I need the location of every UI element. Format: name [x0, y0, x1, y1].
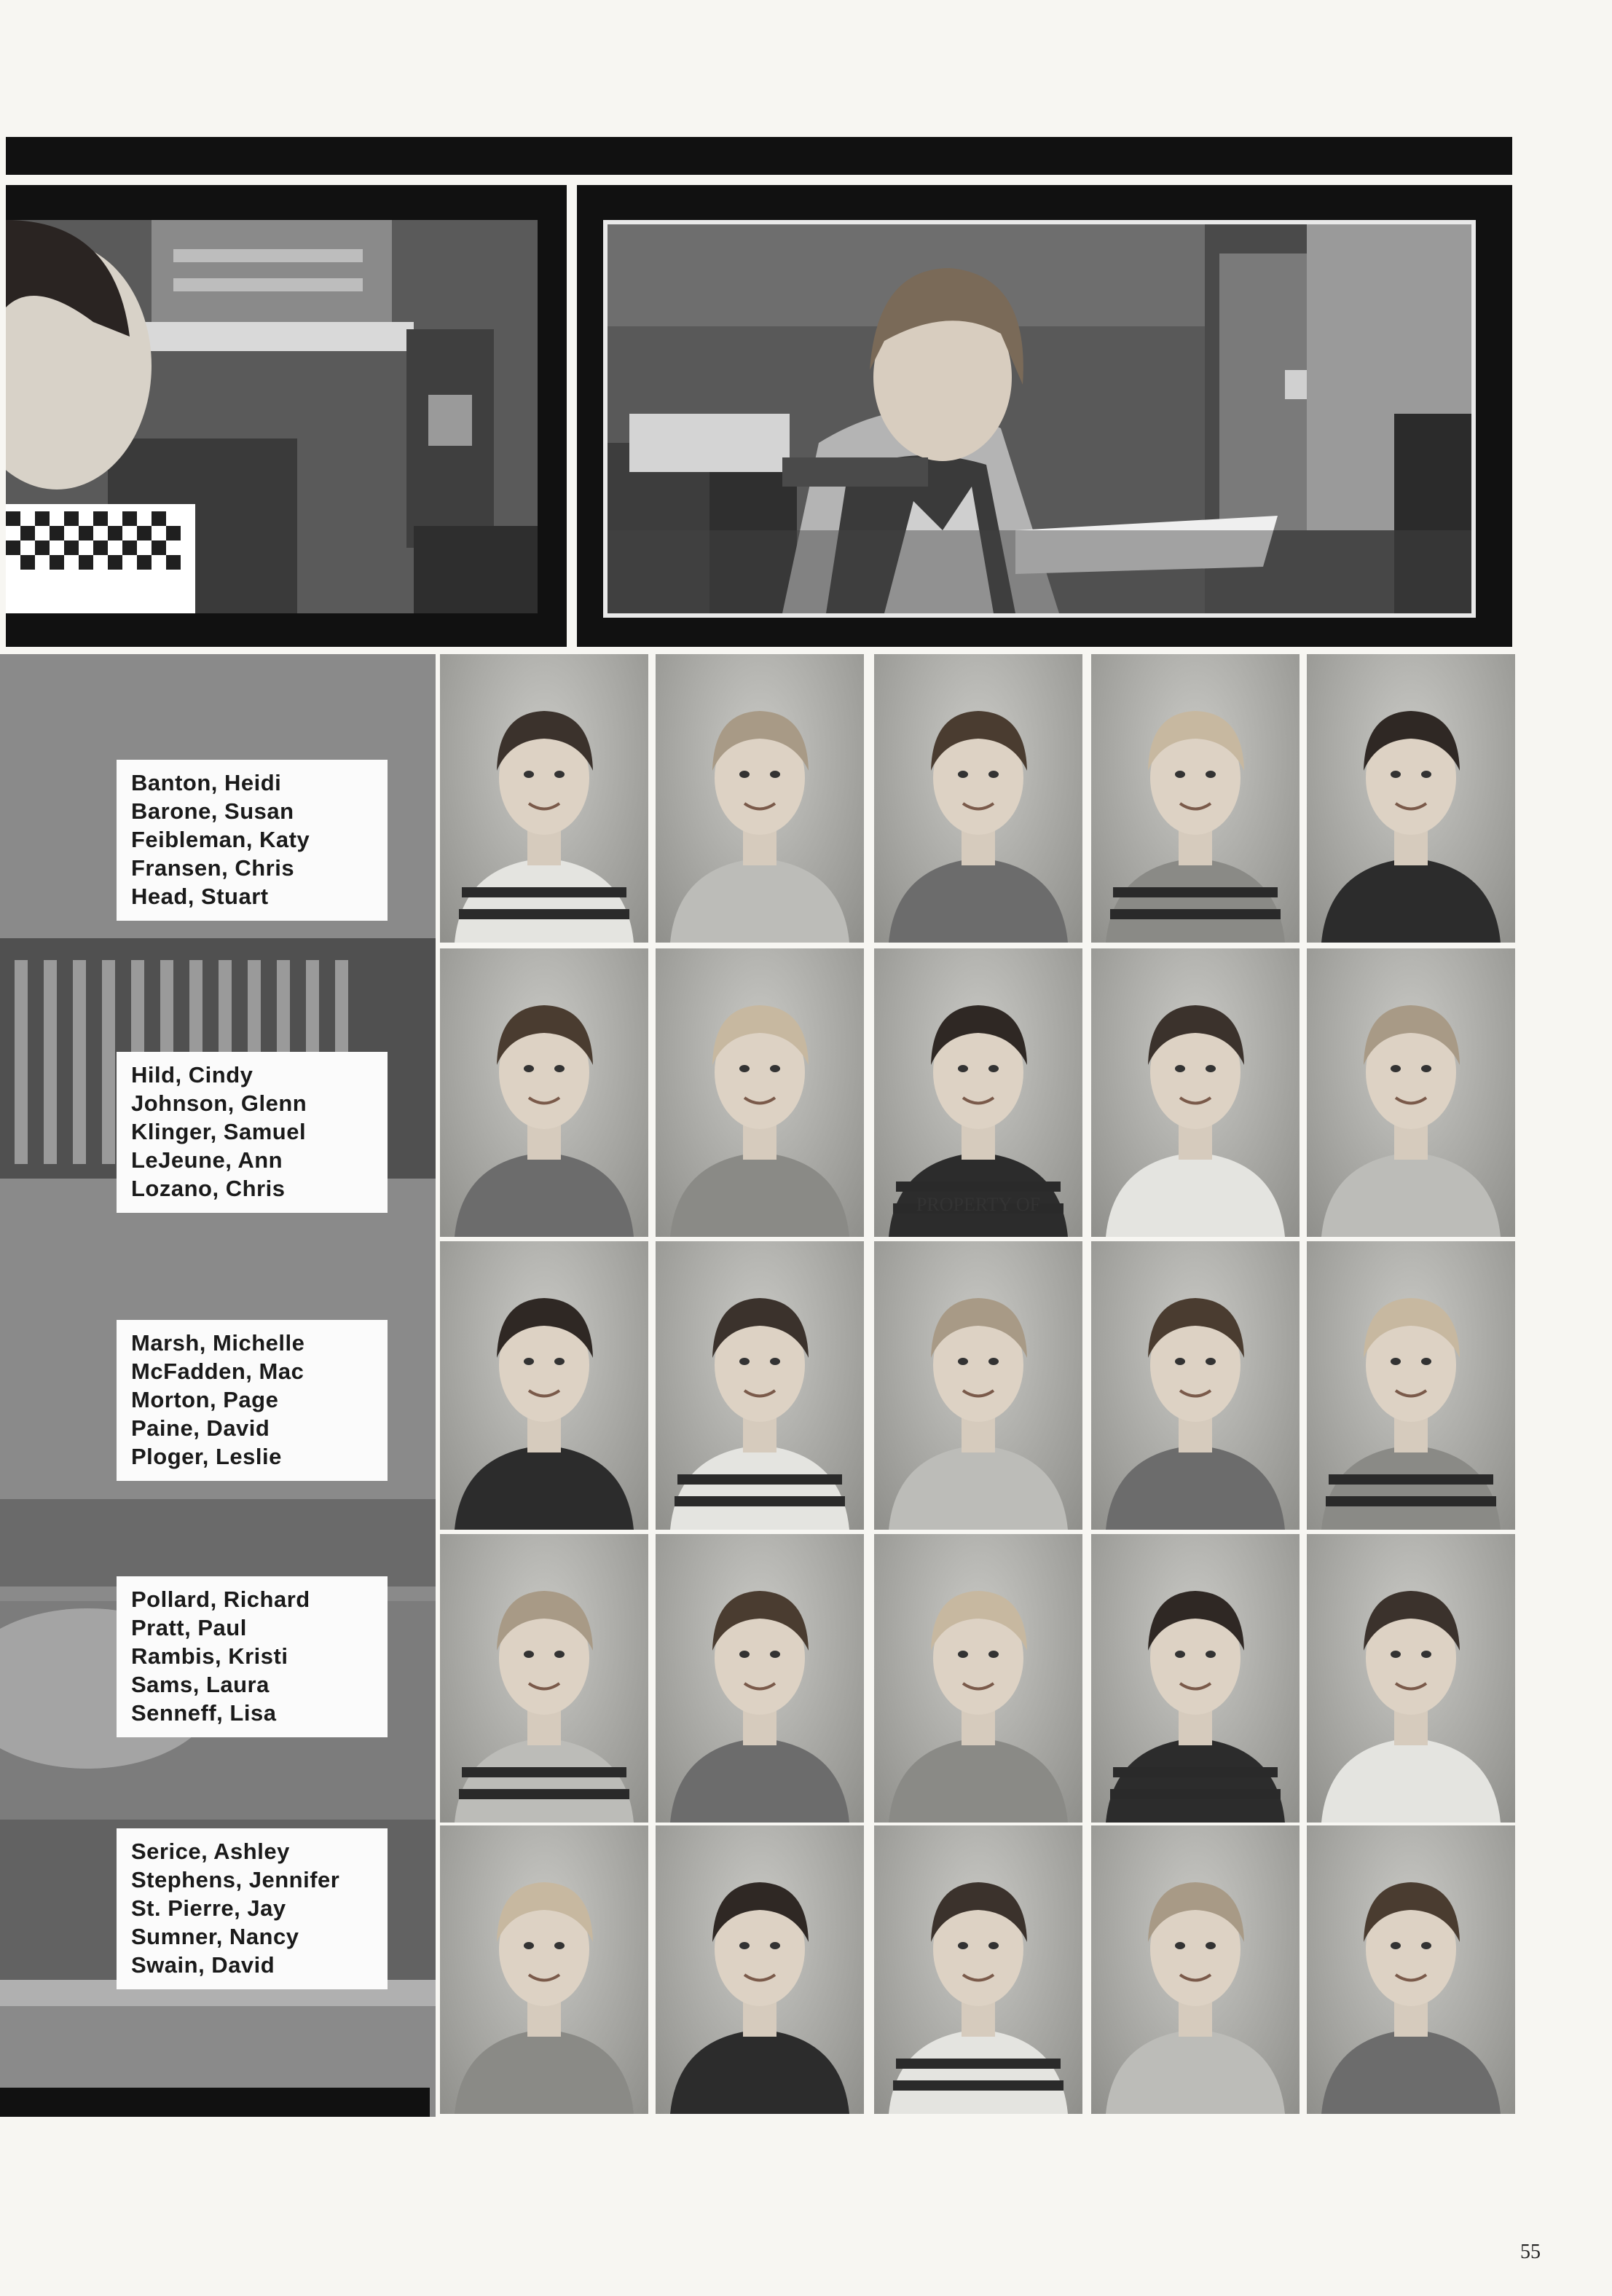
student-portrait — [440, 1825, 648, 2114]
student-name: Barone, Susan — [131, 798, 294, 824]
student-portrait — [656, 654, 864, 943]
top-black-band — [6, 137, 1512, 175]
student-portrait — [440, 948, 648, 1237]
name-caption-row-5 — [117, 1828, 388, 1989]
student-name: Sams, Laura — [131, 1672, 270, 1697]
student-name: Morton, Page — [131, 1387, 279, 1412]
student-portrait — [440, 1534, 648, 1823]
student-portrait — [1091, 1241, 1300, 1530]
student-portrait — [874, 654, 1082, 943]
student-portrait — [1091, 1534, 1300, 1823]
student-name: Serice, Ashley — [131, 1839, 290, 1864]
student-portrait — [1091, 948, 1300, 1237]
student-name: Paine, David — [131, 1415, 270, 1441]
student-portrait — [656, 1534, 864, 1823]
student-portrait — [1307, 1534, 1515, 1823]
student-name: LeJeune, Ann — [131, 1147, 283, 1173]
student-name: Head, Stuart — [131, 884, 269, 909]
student-portrait — [440, 654, 648, 943]
student-name: Rambis, Kristi — [131, 1643, 288, 1669]
student-portrait — [656, 1825, 864, 2114]
student-name: Marsh, Michelle — [131, 1330, 305, 1356]
classroom-photo-left — [6, 220, 538, 613]
student-portrait — [874, 1825, 1082, 2114]
student-name: Ploger, Leslie — [131, 1444, 282, 1469]
sidebar-bottom-bar — [0, 2088, 430, 2117]
student-portrait — [874, 1241, 1082, 1530]
portrait-grid — [440, 654, 1512, 2117]
name-caption-row-3 — [117, 1320, 388, 1481]
student-portrait — [1307, 1241, 1515, 1530]
student-name: Feibleman, Katy — [131, 827, 310, 852]
student-name: Lozano, Chris — [131, 1176, 286, 1201]
student-name: Pollard, Richard — [131, 1587, 310, 1612]
student-name: Sumner, Nancy — [131, 1924, 299, 1949]
student-name: McFadden, Mac — [131, 1359, 304, 1384]
student-portrait — [1307, 654, 1515, 943]
student-portrait — [1307, 948, 1515, 1237]
student-name: St. Pierre, Jay — [131, 1895, 286, 1921]
name-caption-row-1 — [117, 760, 388, 921]
student-name: Klinger, Samuel — [131, 1119, 307, 1144]
name-caption-row-4 — [117, 1576, 388, 1737]
student-portrait — [1091, 654, 1300, 943]
student-name: Johnson, Glenn — [131, 1090, 307, 1116]
student-name: Senneff, Lisa — [131, 1700, 277, 1726]
student-portrait — [1307, 1825, 1515, 2114]
student-name: Fransen, Chris — [131, 855, 295, 881]
student-name: Pratt, Paul — [131, 1615, 247, 1640]
shirt-text: PROPERTY OF — [916, 1194, 1041, 1215]
student-portrait — [874, 948, 1082, 1237]
student-portrait — [656, 1241, 864, 1530]
student-name: Hild, Cindy — [131, 1062, 253, 1088]
student-portrait — [874, 1534, 1082, 1823]
page-number: 55 — [1520, 2241, 1541, 2263]
student-portrait — [440, 1241, 648, 1530]
student-name: Stephens, Jennifer — [131, 1867, 340, 1892]
band-separator — [6, 175, 1512, 185]
classroom-photo-right — [608, 224, 1471, 613]
student-name: Banton, Heidi — [131, 770, 282, 795]
name-caption-row-2 — [117, 1052, 388, 1213]
classroom-photo-right-frame — [577, 185, 1512, 647]
student-portrait — [1091, 1825, 1300, 2114]
student-portrait — [656, 948, 864, 1237]
classroom-photo-left-frame — [6, 185, 567, 647]
student-name: Swain, David — [131, 1952, 275, 1978]
